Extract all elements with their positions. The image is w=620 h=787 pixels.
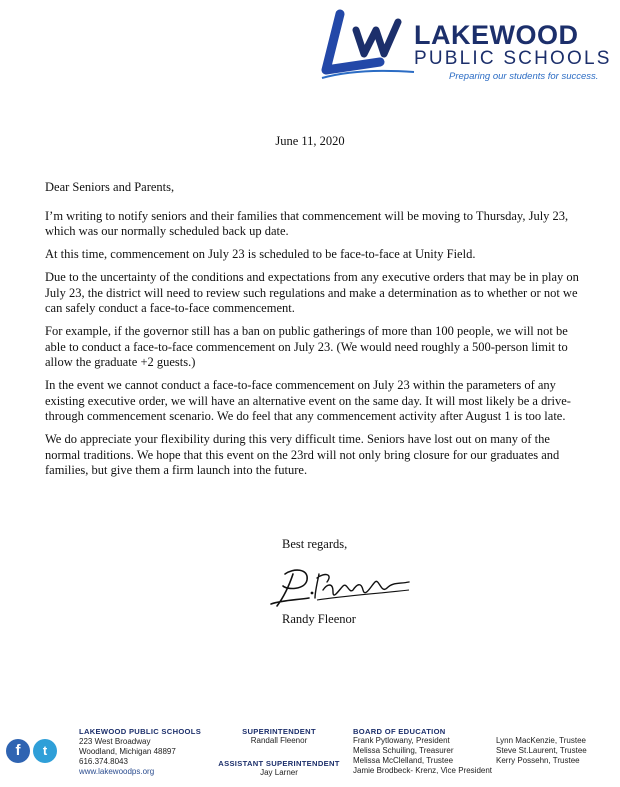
logo-title: LAKEWOOD bbox=[414, 20, 579, 50]
twitter-icon[interactable]: t bbox=[33, 739, 57, 763]
school-heading: LAKEWOOD PUBLIC SCHOOLS bbox=[79, 727, 202, 736]
assistant-superintendent-block bbox=[215, 759, 343, 778]
letterhead-footer bbox=[0, 722, 620, 787]
board-of-education bbox=[353, 727, 613, 780]
board-member: Melissa McClelland, Trustee bbox=[353, 756, 454, 765]
paragraph: For example, if the governor still has a ban on public gatherings of more than 100 people, we will not be able to conduct a face-to-face commencement on July 23. (We would need roughly a 500-person limit to allow the graduate +2 guests.) bbox=[45, 324, 568, 369]
facebook-icon[interactable]: f bbox=[6, 739, 30, 763]
school-contact bbox=[79, 727, 201, 777]
board-member: Steve St.Laurent, Trustee bbox=[496, 746, 587, 755]
assistant-superintendent-heading: ASSISTANT SUPERINTENDENT bbox=[218, 759, 340, 768]
board-member: Melissa Schuiling, Treasurer bbox=[353, 746, 454, 755]
paragraph: In the event we cannot conduct a face-to-face commencement on July 23 within the parameters of any existing executive order, we will have an alternative event on the same day. It will most likely be a drive-through commencement scenario. We do feel that any commencement activity after August 1 is too late. bbox=[45, 378, 571, 423]
salutation: Dear Seniors and Parents, bbox=[45, 180, 175, 194]
assistant-superintendent-name: Jay Larner bbox=[260, 768, 298, 777]
superintendent-block bbox=[215, 727, 343, 746]
address-line: Woodland, Michigan 48897 bbox=[79, 747, 176, 756]
website-link[interactable]: www.lakewoodps.org bbox=[79, 767, 155, 776]
lw-logo-mark-icon bbox=[318, 8, 418, 84]
paragraph: At this time, commencement on July 23 is scheduled to be face-to-face at Unity Field. bbox=[45, 247, 476, 261]
board-member: Frank Pytlowany, President bbox=[353, 736, 450, 745]
signer-name: Randy Fleenor bbox=[282, 612, 356, 626]
logo-subtitle: PUBLIC SCHOOLS bbox=[414, 48, 612, 69]
paragraph: We do appreciate your flexibility during this very difficult time. Seniors have lost out on many of the normal traditions. We hope that this event on the 23rd will not only bring closure for our graduates and families, but give them a firm launch into the future. bbox=[45, 432, 560, 477]
board-members bbox=[353, 736, 613, 780]
signature-image bbox=[263, 560, 413, 610]
letter-date: June 11, 2020 bbox=[275, 134, 345, 148]
paragraph: Due to the uncertainty of the conditions and expectations from any executive orders that may be in play on July 23, the district will need to review such regulations and make a determination as to whether or not we can safely conduct a face-to-face commencement. bbox=[45, 270, 579, 315]
paragraph: I’m writing to notify seniors and their families that commencement will be moving to Thursday, July 23, which was our normally scheduled back up date. bbox=[45, 208, 569, 238]
board-heading: BOARD OF EDUCATION bbox=[353, 727, 446, 736]
letter-body bbox=[45, 180, 585, 486]
district-logo bbox=[318, 8, 614, 84]
board-member: Lynn MacKenzie, Trustee bbox=[496, 736, 586, 745]
address-line: 223 West Broadway bbox=[79, 737, 151, 746]
board-member: Kerry Possehn, Trustee bbox=[496, 756, 580, 765]
phone-number: 616.374.8043 bbox=[79, 757, 128, 766]
superintendent-name: Randall Fleenor bbox=[250, 736, 308, 745]
board-member: Jamie Brodbeck- Krenz, Vice President bbox=[353, 766, 493, 775]
superintendent-heading: SUPERINTENDENT bbox=[242, 727, 316, 736]
closing: Best regards, bbox=[282, 537, 348, 551]
logo-tagline: Preparing our students for success. bbox=[449, 71, 599, 82]
